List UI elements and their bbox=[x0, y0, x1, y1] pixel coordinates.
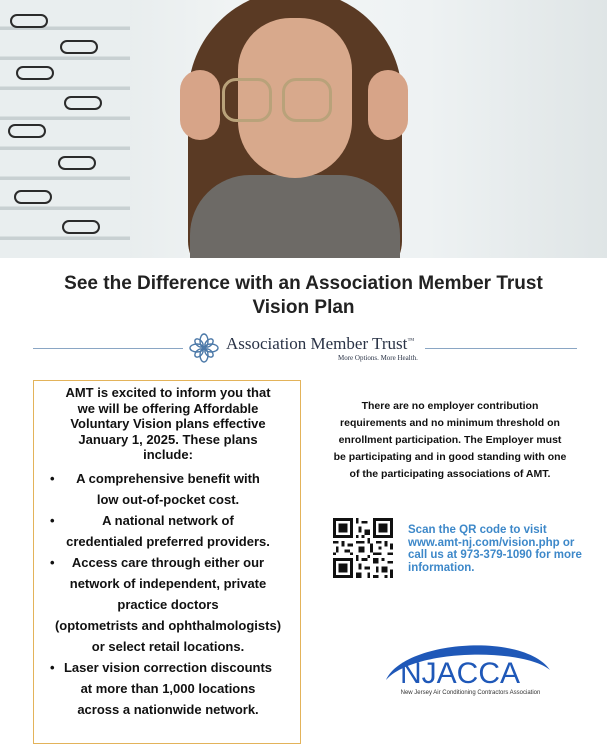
list-item-line: low out-of-pocket cost. bbox=[96, 492, 240, 507]
qr-text-line: Scan the QR code to visit bbox=[408, 524, 547, 536]
notice-line: be participating and in good standing with one bbox=[333, 451, 567, 463]
qr-link-text[interactable]: www.amt-nj.com/vision.php or bbox=[408, 536, 575, 549]
intro-line: we will be offering Affordable bbox=[77, 400, 259, 416]
intro-line: include: bbox=[143, 447, 193, 462]
qr-instructions bbox=[408, 524, 594, 574]
list-item-line: (optometrists and ophthalmologists) bbox=[54, 618, 282, 633]
lens-right bbox=[282, 78, 332, 122]
list-item bbox=[40, 468, 296, 510]
notice-line: of the participating associations of AMT. bbox=[349, 468, 551, 480]
list-item bbox=[40, 552, 296, 657]
list-item-line: or select retail locations. bbox=[91, 639, 245, 654]
amt-logo-row bbox=[0, 330, 607, 370]
benefits-list bbox=[40, 468, 296, 720]
qr-text-line: information. bbox=[408, 561, 475, 574]
qr-code-icon[interactable] bbox=[333, 518, 393, 578]
title-line-1: See the Difference with an Association Member Trust bbox=[64, 273, 543, 294]
amt-logo-tagline: More Options. More Health. bbox=[338, 354, 418, 362]
display-glasses bbox=[16, 66, 54, 80]
list-item-line: Access care through either our bbox=[71, 555, 265, 570]
njacca-wordmark: NJACCA bbox=[400, 657, 521, 690]
amt-logo-icon bbox=[188, 332, 220, 364]
list-item-line: practice doctors bbox=[117, 597, 219, 612]
title-line-2: Vision Plan bbox=[252, 297, 355, 318]
list-item-line: at more than 1,000 locations bbox=[80, 681, 256, 696]
display-glasses bbox=[10, 14, 48, 28]
bullet-icon: • bbox=[50, 513, 55, 528]
bullet-icon: • bbox=[50, 555, 55, 570]
lens-left bbox=[222, 78, 272, 122]
list-item bbox=[40, 510, 296, 552]
amt-logo-name bbox=[226, 334, 414, 354]
list-item-line: across a nationwide network. bbox=[77, 702, 259, 717]
qr-text-line: call us at 973-379-1090 for more bbox=[408, 549, 582, 561]
display-glasses bbox=[64, 96, 102, 110]
display-glasses bbox=[62, 220, 100, 234]
divider-right bbox=[425, 348, 577, 349]
employer-notice bbox=[326, 398, 574, 483]
list-item-line: credentialed preferred providers. bbox=[66, 534, 270, 549]
notice-line: requirements and no minimum threshold on bbox=[340, 417, 560, 429]
display-glasses bbox=[60, 40, 98, 54]
display-glasses bbox=[58, 156, 96, 170]
bullet-icon: • bbox=[50, 471, 55, 486]
intro-line: AMT is excited to inform you that bbox=[65, 385, 271, 400]
notice-line: There are no employer contribution bbox=[361, 400, 539, 412]
intro-line: January 1, 2025. These plans bbox=[78, 431, 258, 447]
page-title bbox=[0, 272, 607, 320]
bullet-icon: • bbox=[50, 660, 55, 675]
display-glasses bbox=[8, 124, 46, 138]
trademark-mark: ™ bbox=[407, 336, 415, 345]
list-item-line: A comprehensive benefit with bbox=[76, 471, 260, 486]
intro-text bbox=[40, 385, 296, 463]
notice-line: enrollment participation. The Employer must bbox=[338, 434, 562, 446]
njacca-subtitle: New Jersey Air Conditioning Contractors Association bbox=[400, 690, 541, 696]
hand-right bbox=[368, 70, 408, 140]
intro-line: Voluntary Vision plans effective bbox=[70, 416, 266, 431]
hero-photo bbox=[0, 0, 607, 258]
divider-left bbox=[33, 348, 183, 349]
hand-left bbox=[180, 70, 220, 140]
list-item-line: Laser vision correction discounts bbox=[63, 660, 273, 675]
display-glasses bbox=[14, 190, 52, 204]
woman-figure bbox=[170, 0, 420, 258]
list-item-line: A national network of bbox=[102, 513, 234, 528]
amt-name-text: Association Member Trust bbox=[226, 334, 408, 353]
sweater bbox=[190, 175, 400, 258]
list-item-line: network of independent, private bbox=[69, 576, 267, 591]
list-item bbox=[40, 657, 296, 720]
